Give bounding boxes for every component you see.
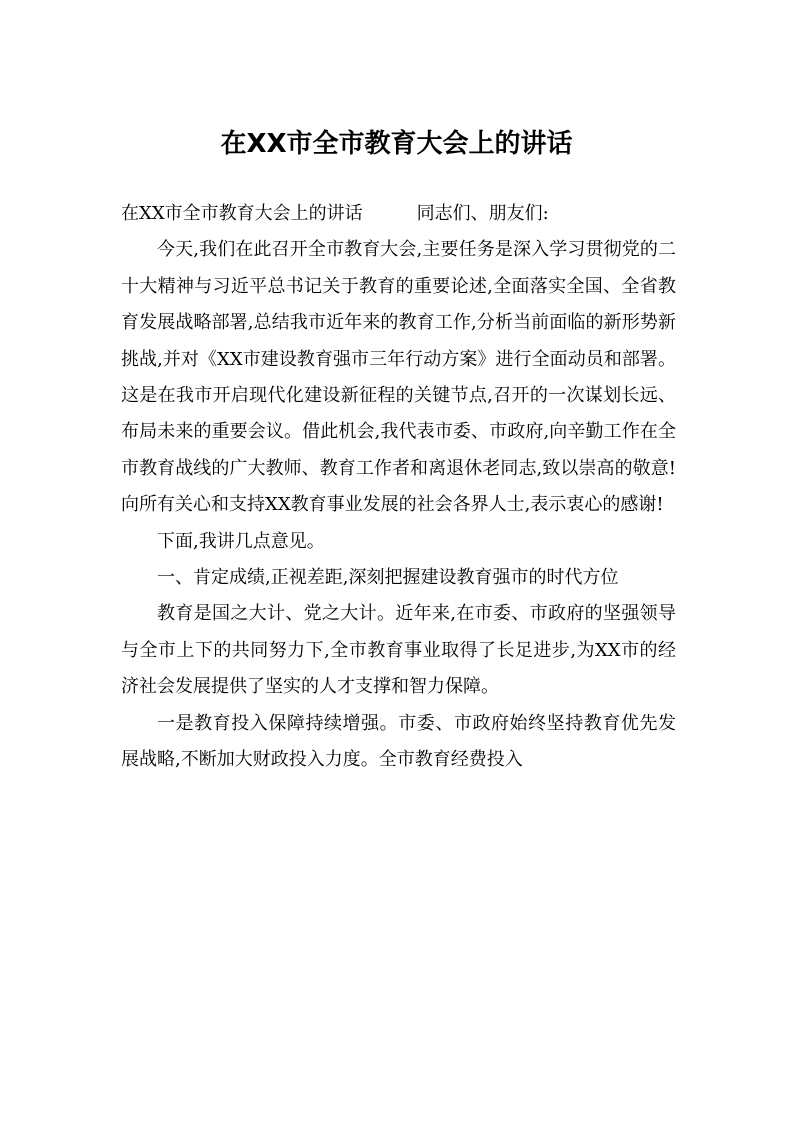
paragraph-transition: 下面,我讲几点意见。 bbox=[157, 530, 325, 552]
paragraph-intro: 今天,我们在此召开全市教育大会,主要任务是深入学习贯彻党的二十大精神与习近平总书记关于教育的重要论述,全面落实全国、全省教育发展战略部署,总结我市近年来的教育工作,分析当前面临的新形势新挑战,并对《XX市建设教育强市三年行动方案》进行全面动员和部署。这是在我市开启现代化建设新征程的关键节点,召开的一次谋划长远、布局未来的重要会议。借此机会,我代表市委、市政府,向辛勤工作在全市教育战线的广大教师、教育工作者和离退休老同志,致以崇高的敬意!向所有关心和支持XX教育事业发展的社会各界人士,表示衷心的感谢! bbox=[121, 239, 676, 516]
salutation: 同志们、朋友们: bbox=[416, 203, 549, 224]
opening-title: 在XX市全市教育大会上的讲话 bbox=[121, 203, 363, 224]
document-title: 在XX市全市教育大会上的讲话 bbox=[220, 129, 573, 159]
opening-line bbox=[121, 196, 676, 232]
document-body bbox=[121, 196, 676, 779]
section-heading-1: 一、肯定成绩,正视差距,深刻把握建设教育强市的时代方位 bbox=[157, 567, 619, 589]
paragraph-point-1: 一是教育投入保障持续增强。市委、市政府始终坚持教育优先发展战略,不断加大财政投入力度。全市教育经费投入 bbox=[121, 712, 676, 771]
paragraph-section-1: 教育是国之大计、党之大计。近年来,在市委、市政府的坚强领导与全市上下的共同努力下,全市教育事业取得了长足进步,为XX市的经济社会发展提供了坚实的人才支撑和智力保障。 bbox=[121, 603, 676, 698]
